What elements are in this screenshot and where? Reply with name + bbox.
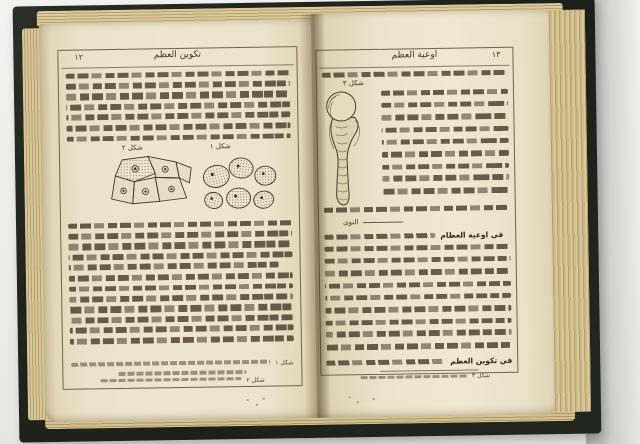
foxing-speck [256,404,258,406]
text-line [68,230,292,239]
text-line [66,122,290,132]
footnote-line [100,377,241,383]
paragraph-fill-rule [363,221,403,223]
right-footnote-line [361,372,490,381]
figure-3-label: شكل ٣ [342,79,364,88]
foxing-speck [247,399,249,401]
figure-1-label: شكل ١ [209,142,231,151]
footnote-rule [380,369,478,372]
right-lower-text-block [324,244,512,357]
text-line [69,304,293,314]
text-line [66,112,290,121]
text-line [325,305,511,314]
right-running-title: اوعية العظم [391,49,438,61]
polygonal-cells-figure [102,153,197,218]
foxing-speck [357,401,359,403]
text-line [383,187,510,195]
text-line [381,101,508,109]
foxing-speck [263,398,265,400]
left-page-frame [57,46,302,390]
text-line [382,150,509,158]
paragraph-end-word: النوى [342,218,359,227]
text-line [66,80,290,89]
closing-heading: في تكوين العظم [450,355,513,366]
text-line [69,272,293,282]
text-line [382,174,509,182]
text-line [322,70,508,78]
closing-heading-line [326,356,512,368]
text-line [66,102,290,111]
right-page-frame [315,47,518,380]
text-line [70,325,294,334]
left-page [39,20,333,422]
figure-2-label: شكل ٢ [121,143,143,152]
footnote-line [118,370,247,376]
text-line [381,113,508,121]
oval-cells-figure [200,153,283,216]
foxing-speck [349,396,351,398]
left-page-number: ١٢ [74,52,84,62]
text-line [325,256,511,265]
footnote-line [71,360,270,367]
footnote-line [361,374,467,379]
text-line [69,252,293,261]
right-running-head [316,48,512,67]
text-line [326,317,512,325]
text-line [324,233,435,240]
footnote-marker-1: شكل ١ [275,359,294,367]
section-heading: في اوعية العظام [440,229,504,240]
right-page-number: ١٣ [491,49,501,60]
text-line [68,220,292,229]
text-line [69,283,293,292]
text-line [67,133,291,142]
open-book [13,0,602,443]
bone-figure [319,90,379,209]
text-line [66,70,290,79]
text-line [68,241,292,251]
text-line [325,268,511,277]
text-line [325,281,511,289]
text-line [70,315,294,324]
paragraph-end-line [343,217,423,226]
section-opening-line [324,230,503,242]
left-footnote-block [71,359,293,386]
right-bridge-line [324,205,510,218]
text-line [326,329,512,338]
left-lower-text-block [68,220,294,349]
text-line [326,359,445,366]
foxing-speck [373,398,375,400]
text-line [325,292,511,301]
text-line [69,293,293,302]
footnote-marker-2: شكل ٢ [246,376,265,384]
text-line [382,126,509,133]
left-upper-text-block [66,70,291,146]
right-wrapped-text-block [381,89,510,202]
text-line [324,244,510,252]
text-line [382,137,509,145]
text-line [66,91,290,101]
text-line [382,163,509,170]
left-running-title: تكوين العظم [153,49,202,61]
right-page [311,10,555,418]
footnote-marker-3: شكل ٣ [471,372,491,380]
text-line [381,89,508,96]
text-line [69,262,279,271]
text-line [326,342,512,351]
text-line [70,335,294,345]
